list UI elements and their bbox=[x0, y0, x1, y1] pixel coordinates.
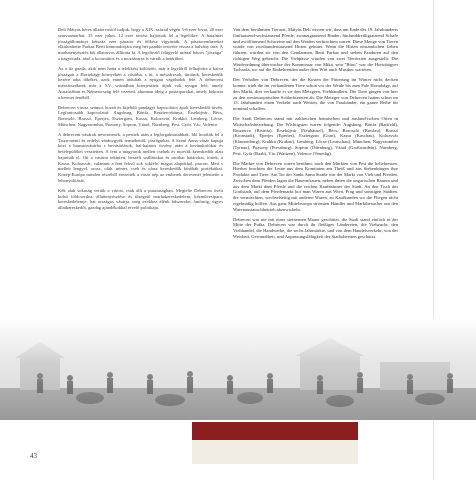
hu-paragraph-1: Deli Mátyás héres állatorvostól tudjuk, hogy a XIX. század végén 5-6 ezer lovat, 20 ezer szarvasmarhát, 35 ezer juhot, 12 ezer sertést hajtottak fel a legelőkre. A hatalmas jószágállományt kétszáz ezer pásztor és félkész vigyázták. A pásztorembereket elkülönítette Farkas Berti komondorjára meg hét pandúr testvére vissza a halvány útra. A marhatenyésztés két állatorvos állította ki. A legelteztő felügyelő mintal bátros "jószága" a nagyorada, ahol a kocsmáros és a mozsáraras is várták a betérőket. bbox=[58, 27, 223, 61]
decorative-red-bar bbox=[192, 422, 358, 440]
de-paragraph-2: Der Verhalter von Debrecen, der die Kosten der Fütterung im Winter nicht decken konnte, trieb die im vorhandenen Tiere schon vor der Weide bis zum Pale Hortobágy, auf den Markt, dort verkaufte er sie den Metzgern, Viehhändlern. Die Tiere gingen von hier zu den westeuropäischen Schlachtereien ab. Die Metzger von Debrecen hatten schon im 15. Jahrhundert einen Verkehr nach Westen, die von Fassbänder, ein ganze Reihe für nominal schaffen. bbox=[233, 77, 398, 112]
hungarian-text-column bbox=[58, 27, 223, 215]
de-paragraph-5: Debrecen war nie mit einer steinernen Mauer geschützt, die Stadt stand einfach in der Mitte der Pußta. Debrecen war durch ihr fleißiges Ländereien, die Viehzucht, den Viehhandel, die Handwerke, die sechs Jahrmärkte, und von dem Handelsverkehr, von der Weisheit, Gewandtheit, und Anpassungsfähigkeit der Stadtobersten geschützt. bbox=[233, 216, 398, 239]
hu-paragraph-5: Kék alak sokaság vettük a várost, csak állt a pusztaságban. Megtelte Debrecen övéit külső földcserdea, állattenyésztése és tőzegető marhakereskedelem, kézművesipara, kereskedelemje, hat országos vásárja, meg ezekhez élénk bűszereke, fanfaróg, ügyes állatkereskedőt, gazdag ajándékokkal érvelő politikája. bbox=[58, 187, 223, 211]
decorative-cream-box bbox=[192, 440, 358, 464]
german-text-column bbox=[233, 27, 398, 244]
faded-market-photo bbox=[0, 318, 476, 420]
hu-paragraph-2: Az a tíz gazda, akik nem hatta a telekkést költözött, már a legelőről felhajtotta a kacsa jószágait a Hortobágy környékén a vásárba, s itt, a mészárosok, tímárok, kereskedők kezére adta tőkékét, azok ennen indultak a nyugati vágóhídok felé. A debreceni mészárszéknek már a XV. században kiterjesztett útjuk volt nyugat felé, amely Ausztriában és Németország felé vezetett, ahonnan ideig a postaiparokat, amely behozta a kereset fenéből. bbox=[58, 65, 223, 100]
hu-paragraph-4: A debreceni vásárok nevezetesek, a pesttek után a legforgalmasabbak. Idő hordták fel a Tisza-menti és erdélyi váránygyék termékeitől, jószágaikat. A Szent Anna vásár kapuja közt a barmosvásárba s bevásárlások, hat-határos ösvény után a bevándorlókat és betelepülőket vesztetten. A fent a magyarok mellett csehek és morvák kereskedők alatt hajtották el. Ott a vásárra tekintett, beszélt szállásokat és utcákat határokat, törtek, a Kassa, Kolozsvár, valamint a fent fekvő sok sokféle, magas alapokkal, piacon. Mert s mellett lengyel, orosz, oláh, német, cseh és olasz kereskedők kínálták portékáikat. Közép-Európa minden részéből érezették a vásár nép az emberek derevenei jelentette a lebonyolítását. bbox=[58, 131, 223, 183]
hu-paragraph-3: Debrecen virusz számos hozzá és kijelölő pandagyi kapcsolatot ápolt kereskedői útvén. Legfontosabb kapcsolatai: Augsburg, Bártfa, Besztercebánya, Érsekújvár, Bécs, Boroszló, Brassó, Eperjes, Esztergom, Kassa, Kolozsvár, Krakkó, Lemberg, Lőcse, München, Nagyszombat, Pozsony, Sopron, Várad, Nürnberg, Pest, Győr, Vác, Velence. bbox=[58, 104, 223, 127]
de-paragraph-4: Die Märkte von Debrecen waren berühmt, nach den Märkten von Pest die beliebtesten. Hierher brachten die Leute aus dem Komitaten am Theiß und aus Siebenbürgen ihre Produkte und Tiere. Am Tor der Sankt Anna Straße war der Markt von Vieh und Pferden. Zwischen dem Pferden lagen die Bauernfrauen, neben ihnen die ungarischen Bauern und aus dem Markt dem Pferde und die reichen Kaufmänner der Stadt. An den Tisch der Großstadt, auf dem Pferdemarkt bot man Waren aus Wien, Prag und sonstigen Städten, die vermischten, wechselseitig mit anderen Waren, zu Kaufkunden wo die Fliegen nicht regelmäßig hoffen. Aus ganz Mitteleuropa strömten Händler und Marktbesucher um den Warenaustauschbetrieb abzuwickeln. bbox=[233, 160, 398, 212]
page-number: 43 bbox=[30, 452, 37, 460]
market-scene-illustration bbox=[0, 318, 476, 420]
de-paragraph-1: Von dem berühmten Tierarzt, Mátyás Deli wissen wir, dass am Ende des 19. Jahrhunderts fünftausend-sechstausend Pferde, zwanzigtausend Rinder, fünfunddreißigtausend Schafe und zwölftausend Schweine auf den Weiden verbrachten waren. Diese Menge von Tieren wurde von zweihunderttausend Hirten gehütet. Wenn die Hirten einsamlichen Leben führten, wurden sie von den Gendarmen, Berti Farkas und sieben Panduren auf den richtigen Weg gebracht. Die Viehpässe wurden von zwei Tierärzten ausgestellt. Die Weideordnung überwachte der Kommissar von Mika, sein "Büro" war die Hortobágyer Tscharda, wo auf die Einkehrenden außer dem Wirt auch Musiker warteten. bbox=[233, 27, 398, 73]
de-paragraph-3: Die Stadt Debrecen stand mit zahlreichen heimischen und ausländ-ischen Orten in Wirtschaftsbeziehung. Die Wichtigsten waren folgende: Augsburg, Bártfa (Bartfeld), Beszterce (Bistritz), Érsekújvár (Neuhäusel), Bécs, Boroszló (Breslau), Brassó (Kronstadt), Eperjes (Eperies), Esztergom (Gran), Kassa (Kaschau), Kolozsvár (Klausenburg), Krakkó (Krakau), Lemberg, Lőcse (Leutschau), München, Nagyszombat (Tyrnau), Pozsony (Pressburg), Sopron (Ödenburg), Várad (Großwardein), Nürnberg, Pest, Győr (Raab), Vác (Waitzen), Velence (Venedig). bbox=[233, 116, 398, 156]
